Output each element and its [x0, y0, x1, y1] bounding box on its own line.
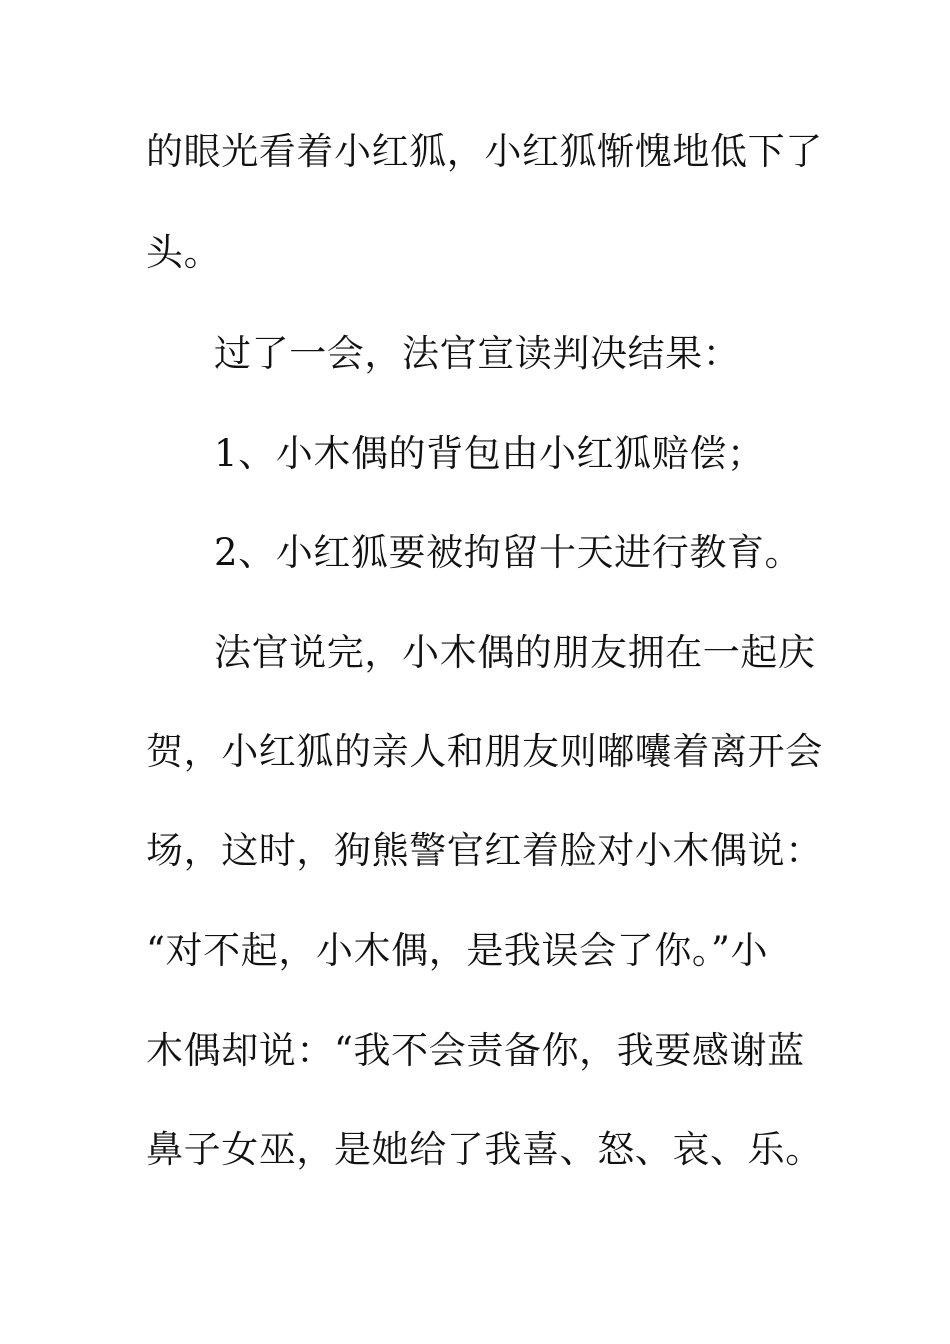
text-line-8: 场，这时，狗熊警官红着脸对小木偶说：: [146, 829, 823, 872]
text-line-3: 过了一会，法官宣读判决结果：: [214, 332, 741, 375]
text-line-7: 贺，小红狐的亲人和朋友则嘟囔着离开会: [146, 730, 823, 773]
text-line-1: 的眼光看着小红狐，小红狐惭愧地低下了: [146, 130, 823, 173]
text-line-6: 法官说完，小木偶的朋友拥在一起庆: [214, 631, 816, 674]
text-line-2: 头。: [146, 231, 222, 274]
text-line-11: 鼻子女巫，是她给了我喜、怒、哀、乐。: [146, 1128, 823, 1171]
text-line-4: 1、小木偶的背包由小红狐赔偿；: [214, 432, 765, 475]
text-line-9: “对不起，小木偶，是我误会了你。”小: [146, 929, 769, 972]
text-line-10: 木偶却说：“我不会责备你，我要感谢蓝: [146, 1029, 805, 1072]
text-line-5: 2、小红狐要被拘留十天进行教育。: [214, 531, 803, 574]
